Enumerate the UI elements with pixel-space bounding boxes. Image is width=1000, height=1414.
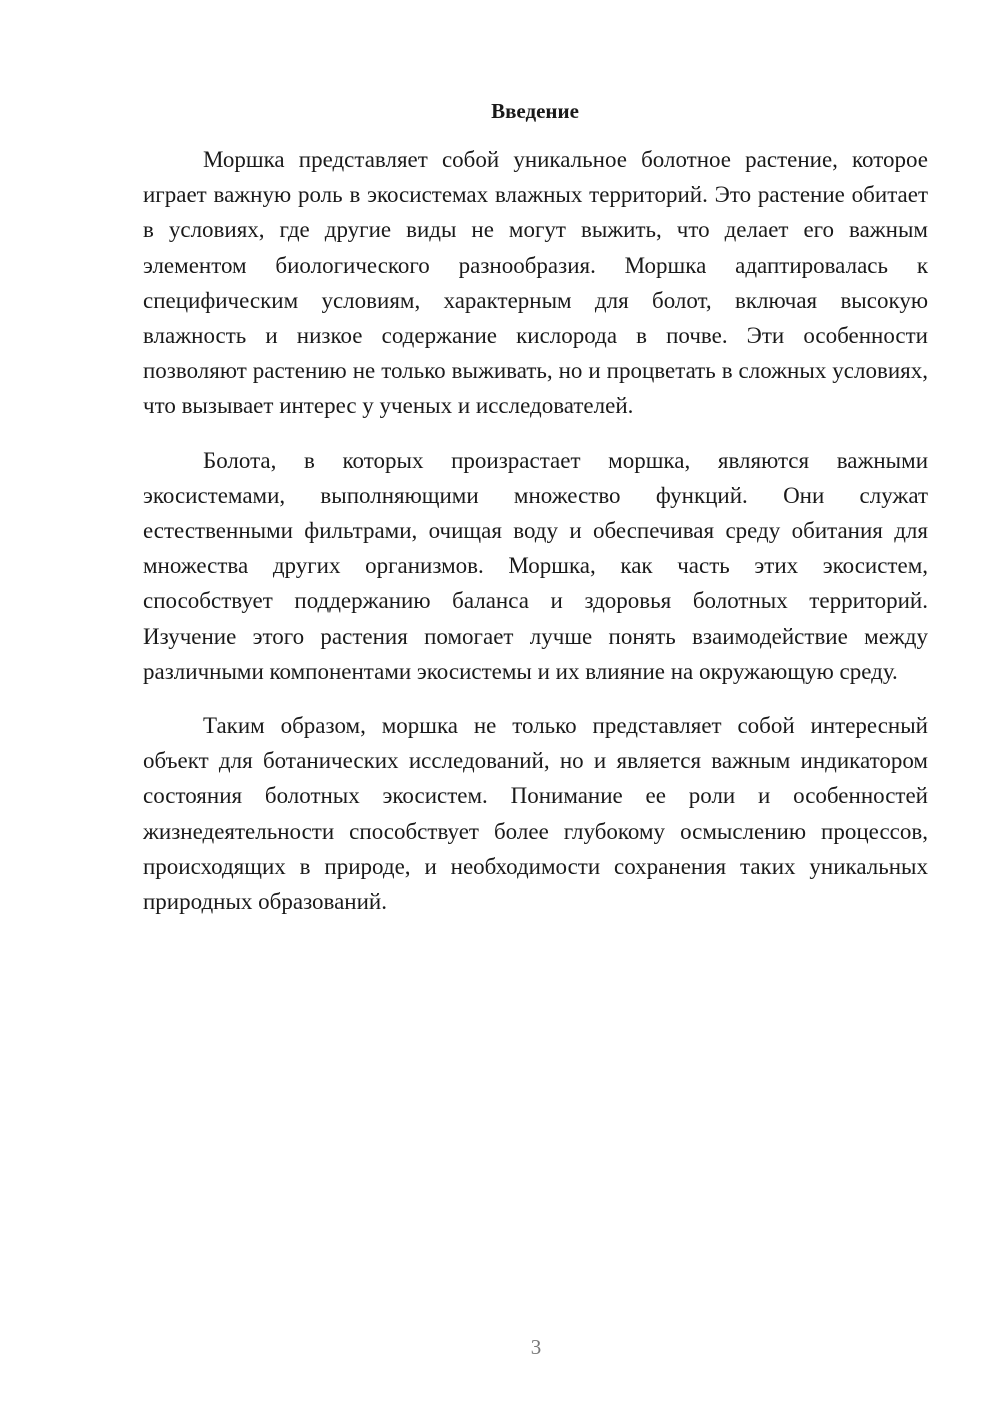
section-heading: Введение	[491, 99, 579, 123]
paragraph-conclusion: Таким образом, моршка не только представляет собой интересный объект для ботанических исследований, но и является важным индикатором состояния болотных экосистем. Понимание ее роли и особенностей жизнедеятельности способствует более глубокому осмыслению процессов, происходящих в природе, и необходимости сохранения таких уникальных природных образований.	[143, 713, 928, 915]
page-number: 3	[530, 1335, 542, 1359]
paragraph-wetlands: Болота, в которых произрастает моршка, являются важными экосистемами, выполняющими множество функций. Они служат естественными фильтрами, очищая воду и обеспечивая среду обитания для множества других организмов. Моршка, как часть этих экосистем, способствует поддержанию баланса и здоровья болотных территорий. Изучение этого растения помогает лучше понять взаимодействие между различными компонентами экосистемы и их влияние на окружающую среду.	[143, 447, 928, 684]
document-body	[143, 142, 928, 938]
paragraph-intro: Моршка представляет собой уникальное болотное растение, которое играет важную роль в экосистемах влажных территорий. Это растение обитает в условиях, где другие виды не могут выжить, что делает его важным элементом биологического разнообразия. Моршка адаптировалась к специфическим условиям, характерным для болот, включая высокую влажность и низкое содержание кислорода в почве. Эти особенности позволяют растению не только выживать, но и процветать в сложных условиях, что вызывает интерес у ученых и исследователей.	[143, 147, 928, 419]
